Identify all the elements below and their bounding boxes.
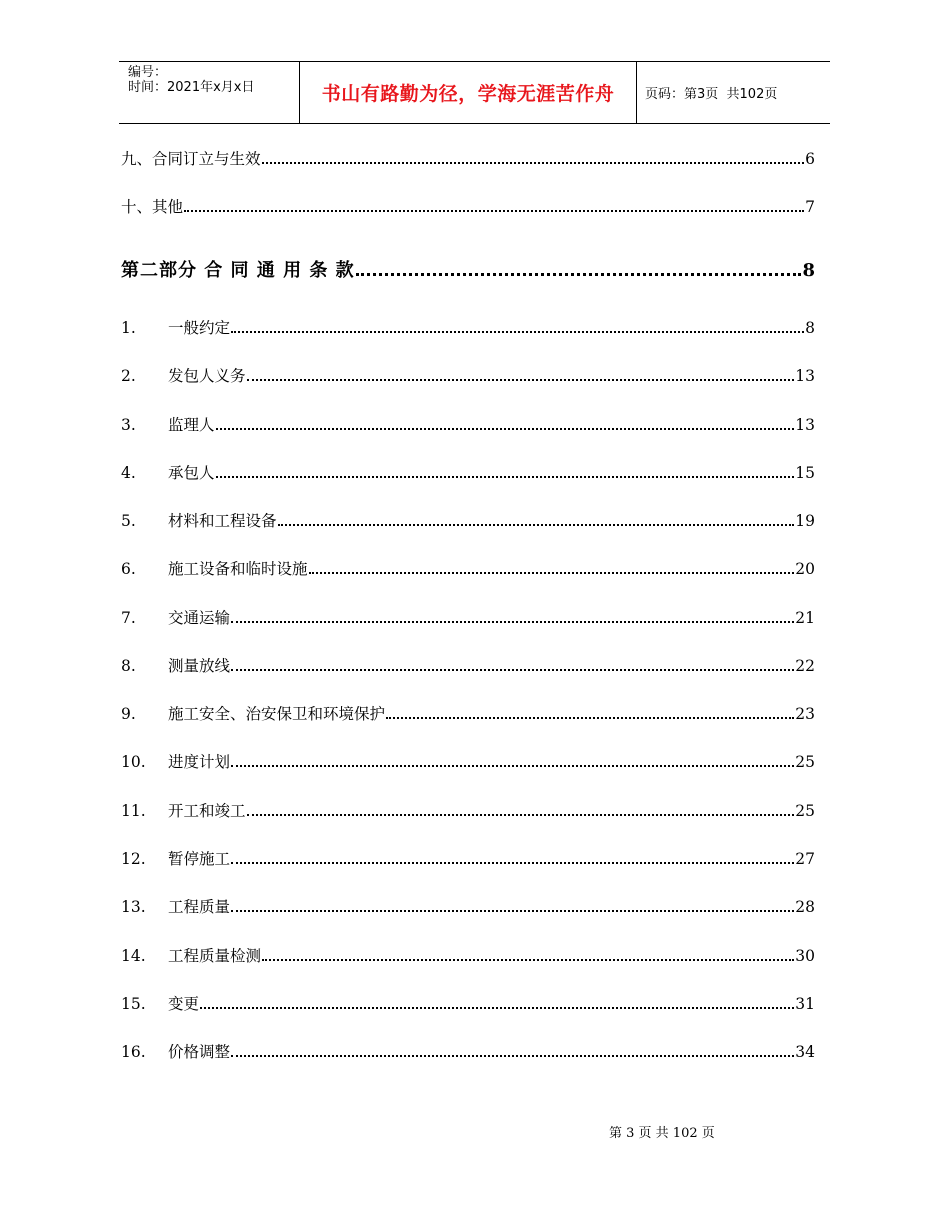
toc-entry[interactable]	[121, 193, 815, 217]
toc-leader-dots	[262, 162, 805, 164]
toc-entry-number: 3.	[121, 416, 136, 434]
toc-entry[interactable]	[121, 845, 815, 869]
toc-leader-dots	[262, 959, 794, 961]
toc-entry-number: 4.	[121, 464, 136, 482]
toc-entry-label: 第二部分 合 同 通 用 条 款	[121, 260, 355, 281]
toc-entry-number: 1.	[121, 319, 136, 337]
toc-entry-page: 34	[795, 1043, 815, 1061]
toc-leader-dots	[200, 1007, 794, 1009]
toc-entry-number: 11.	[121, 802, 146, 820]
toc-leader-dots	[231, 621, 794, 623]
toc-entry-label: 工程质量检测	[168, 947, 262, 965]
toc-entry-page: 8	[805, 319, 815, 337]
toc-entry-page: 6	[805, 150, 815, 168]
toc-entry[interactable]	[121, 555, 815, 579]
header-info-cell	[119, 62, 300, 123]
toc-entry[interactable]	[121, 1038, 815, 1062]
toc-entry-number: 16.	[121, 1043, 146, 1061]
toc-entry-label: 测量放线	[168, 657, 231, 675]
toc-entry-number: 9.	[121, 705, 136, 723]
toc-entry-page: 8	[802, 260, 815, 281]
toc-entry-label: 九、合同订立与生效	[121, 150, 261, 168]
toc-entry[interactable]	[121, 145, 815, 169]
toc-entry-page: 22	[795, 657, 815, 675]
toc-entry[interactable]	[121, 459, 815, 483]
toc-entry-number: 8.	[121, 657, 136, 675]
toc-leader-dots	[231, 765, 794, 767]
toc-entry-page: 23	[795, 705, 815, 723]
toc-leader-dots	[278, 524, 795, 526]
toc-entry-page: 15	[795, 464, 815, 482]
toc-entry-label: 一般约定	[168, 319, 231, 337]
toc-entry-number: 15.	[121, 995, 146, 1013]
header-code-label: 编号：	[128, 65, 168, 80]
header-slogan: 书山有路勤为径，学海无涯苦作舟	[300, 62, 637, 123]
toc-entry-page: 25	[795, 802, 815, 820]
toc-entry-label: 发包人义务	[168, 367, 246, 385]
toc-entry-number: 7.	[121, 609, 136, 627]
toc-leader-dots	[247, 814, 795, 816]
page-footer: 第 3 页 共 102 页	[609, 1126, 715, 1141]
toc-entry-label: 价格调整	[168, 1043, 231, 1061]
toc-entry-number: 5.	[121, 512, 136, 530]
toc-entry-number: 10.	[121, 753, 146, 771]
toc-entry[interactable]	[121, 507, 815, 531]
toc-entry-number: 13.	[121, 898, 146, 916]
toc-entry-number: 6.	[121, 560, 136, 578]
toc-entry-page: 20	[795, 560, 815, 578]
toc-entry-page: 19	[795, 512, 815, 530]
toc-entry-label: 施工安全、治安保卫和环境保护	[168, 705, 386, 723]
toc-entry[interactable]	[121, 893, 815, 917]
toc-leader-dots	[309, 572, 795, 574]
toc-entry-label: 暂停施工	[168, 850, 231, 868]
toc-entry-label: 十、其他	[121, 198, 184, 216]
toc-entry-number: 2.	[121, 367, 136, 385]
toc-leader-dots	[231, 862, 794, 864]
toc-entry-page: 21	[795, 609, 815, 627]
toc-entry[interactable]	[121, 942, 815, 966]
toc-entry[interactable]	[121, 652, 815, 676]
toc-entry-page: 31	[795, 995, 815, 1013]
page-header	[119, 61, 830, 124]
toc-leader-dots	[231, 1055, 794, 1057]
toc-entry-number: 12.	[121, 850, 146, 868]
header-time-label: 时间：2021年x月x日	[128, 80, 255, 95]
toc-leader-dots	[231, 331, 804, 333]
toc-entry-label: 施工设备和临时设施	[168, 560, 308, 578]
toc-entry-label: 交通运输	[168, 609, 231, 627]
toc-leader-dots	[231, 669, 794, 671]
toc-entry-page: 13	[795, 367, 815, 385]
toc-leader-dots	[247, 379, 795, 381]
toc-entry[interactable]	[121, 604, 815, 628]
toc-entry[interactable]	[121, 314, 815, 338]
toc-entry[interactable]	[121, 748, 815, 772]
toc-entry-label: 监理人	[168, 416, 215, 434]
toc-leader-dots	[231, 910, 794, 912]
toc-leader-dots	[356, 273, 802, 276]
toc-leader-dots	[386, 717, 794, 719]
toc-entry[interactable]	[121, 797, 815, 821]
toc-entry-number: 14.	[121, 947, 146, 965]
toc-entry-label: 材料和工程设备	[168, 512, 277, 530]
toc-entry-label: 承包人	[168, 464, 215, 482]
toc-entry-label: 工程质量	[168, 898, 231, 916]
toc-entry-label: 开工和竣工	[168, 802, 246, 820]
toc-entry-page: 7	[805, 198, 815, 216]
toc-entry-page: 25	[795, 753, 815, 771]
header-page-cell	[637, 62, 830, 123]
toc-entry-page: 28	[795, 898, 815, 916]
toc-entry[interactable]	[121, 411, 815, 435]
toc-entry[interactable]	[121, 990, 815, 1014]
toc-leader-dots	[216, 476, 795, 478]
toc-entry-page: 30	[795, 947, 815, 965]
toc-entry[interactable]	[121, 253, 815, 281]
header-page-label: 页码：第3页 共102页	[645, 87, 778, 102]
toc-entry-page: 27	[795, 850, 815, 868]
toc-entry[interactable]	[121, 700, 815, 724]
toc-entry-label: 变更	[168, 995, 200, 1013]
toc-entry-page: 13	[795, 416, 815, 434]
toc-leader-dots	[216, 428, 795, 430]
toc-leader-dots	[184, 210, 804, 212]
toc-entry-label: 进度计划	[168, 753, 231, 771]
toc-entry[interactable]	[121, 362, 815, 386]
